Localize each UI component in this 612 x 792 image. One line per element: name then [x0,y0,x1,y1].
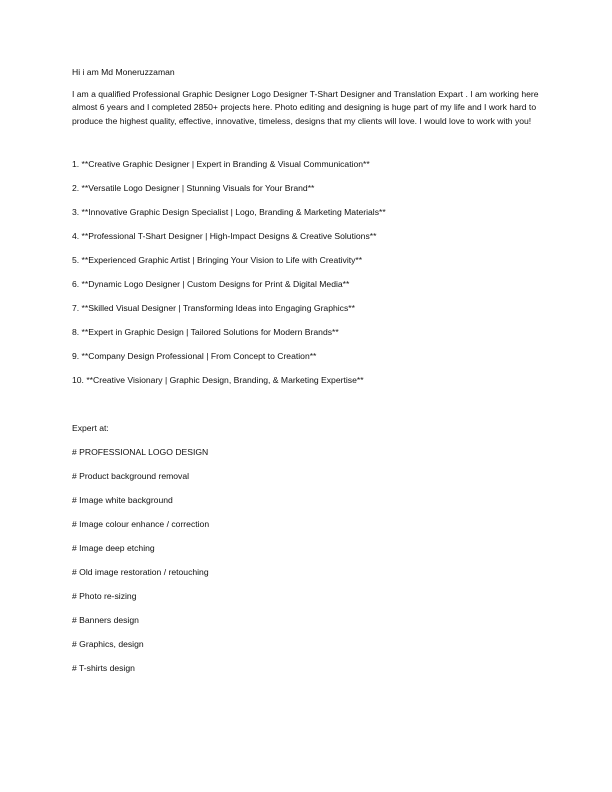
skill-item: # Old image restoration / retouching [72,567,209,578]
document-page [72,66,542,686]
title-item: 10. **Creative Visionary | Graphic Design, Branding, & Marketing Expertise** [72,375,364,386]
skill-item: # Photo re-sizing [72,591,137,602]
title-item: 6. **Dynamic Logo Designer | Custom Designs for Print & Digital Media** [72,279,350,290]
skill-item: # Image deep etching [72,543,155,554]
intro-paragraph: I am a qualified Professional Graphic Designer Logo Designer T-Shart Designer and Translation Expart . I am working here almost 6 years and I completed 2850+ projects here. Photo editing and designing is huge part of my life and I work hard to produce the highest quality, effective, innovative, timeless, designs that my clients will love. I would love to work with you! [72,89,539,126]
skill-item: # T-shirts design [72,663,135,674]
title-item: 9. **Company Design Professional | From Concept to Creation** [72,351,317,362]
title-item: 3. **Innovative Graphic Design Specialist | Logo, Branding & Marketing Materials** [72,207,386,218]
skill-item: # PROFESSIONAL LOGO DESIGN [72,447,209,458]
title-item: 7. **Skilled Visual Designer | Transforming Ideas into Engaging Graphics** [72,303,355,314]
expert-heading: Expert at: [72,423,109,434]
title-item: 8. **Expert in Graphic Design | Tailored Solutions for Modern Brands** [72,327,339,338]
skills-list [72,446,542,674]
title-item: 4. **Professional T-Shart Designer | High-Impact Designs & Creative Solutions** [72,231,377,242]
skill-item: # Image white background [72,495,173,506]
skill-item: # Banners design [72,615,139,626]
title-list [72,158,542,386]
skill-item: # Product background removal [72,471,190,482]
skill-item: # Graphics, design [72,639,144,650]
title-item: 5. **Experienced Graphic Artist | Bringing Your Vision to Life with Creativity** [72,255,363,266]
title-item: 2. **Versatile Logo Designer | Stunning Visuals for Your Brand** [72,183,315,194]
title-item: 1. **Creative Graphic Designer | Expert in Branding & Visual Communication** [72,159,370,170]
skill-item: # Image colour enhance / correction [72,519,210,530]
greeting-line: Hi i am Md Moneruzzaman [72,67,175,77]
